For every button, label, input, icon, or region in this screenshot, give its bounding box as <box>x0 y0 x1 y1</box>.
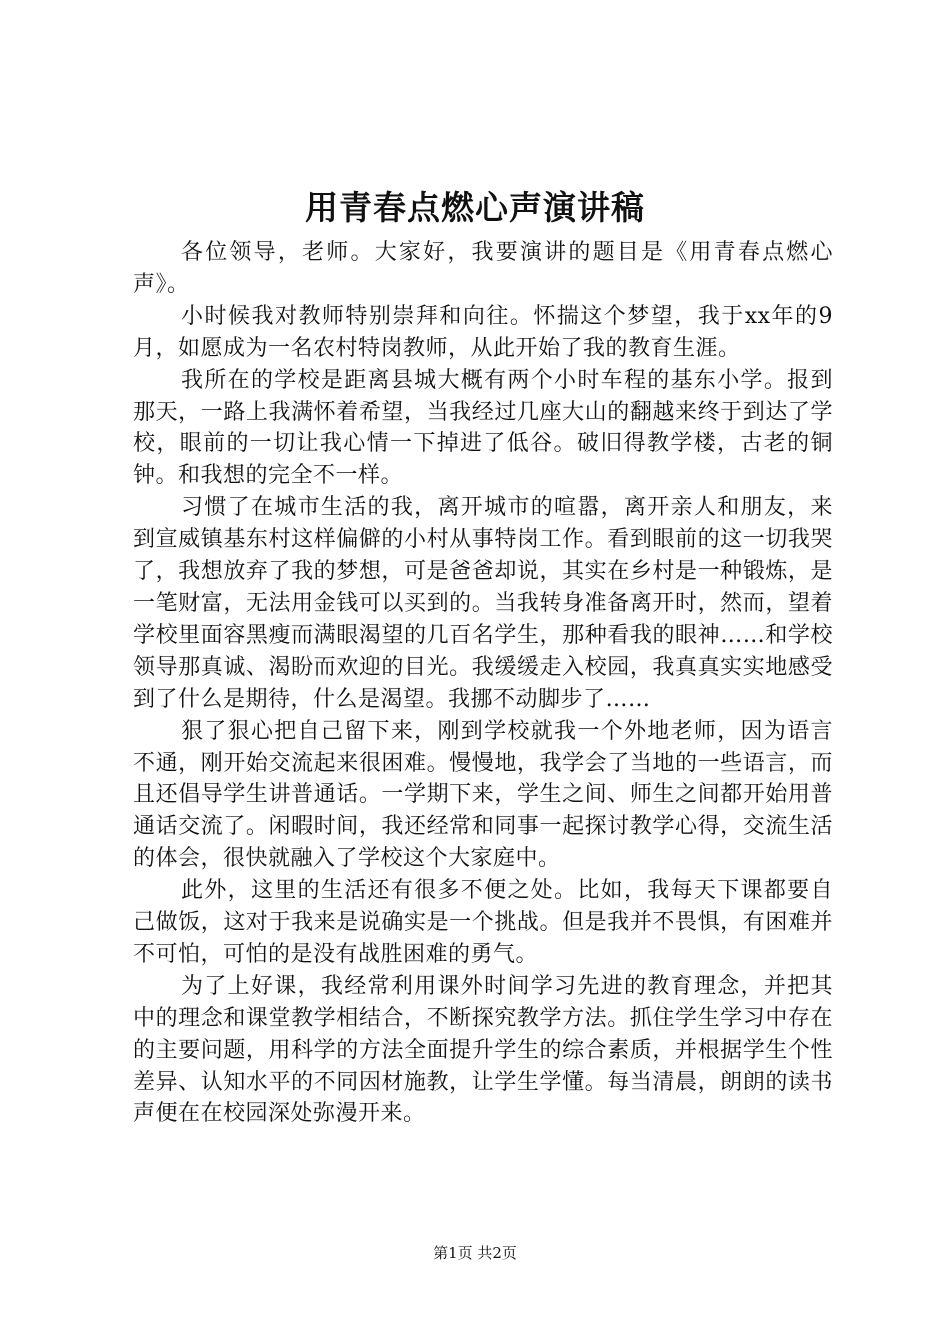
document-body <box>133 237 833 1130</box>
paragraph-teaching-methods: 为了上好课，我经常利用课外时间学习先进的教育理念，并把其中的理念和课堂教学相结合，不断探究教学方法。抓住学生学习中存在的主要问题，用科学的方法全面提升学生的综合素质，并根据学生个性差异、认知水平的不同因材施教，让学生学懂。每当清晨，朗朗的读书声便在在校园深处弥漫开来。 <box>133 973 833 1127</box>
paragraph-decision-to-stay: 习惯了在城市生活的我，离开城市的喧嚣，离开亲人和朋友，来到宣威镇基东村这样偏僻的小村从事特岗工作。看到眼前的这一切我哭了，我想放弃了我的梦想，可是爸爸却说，其实在乡村是一种锻炼，是一笔财富，无法用金钱可以买到的。当我转身准备离开时，然而，望着学校里面容黑瘦而满眼渴望的几百名学生，那种看我的眼神……和学校领导那真诚、渴盼而欢迎的目光。我缓缓走入校园，我真真实实地感受到了什么是期待，什么是渴望。我挪不动脚步了…… <box>133 495 833 712</box>
paragraph-childhood-dream: 小时候我对教师特别崇拜和向往。怀揣这个梦望，我于xx年的9月，如愿成为一名农村特岗教师，从此开始了我的教育生涯。 <box>133 303 833 361</box>
paragraph-greeting: 各位领导，老师。大家好，我要演讲的题目是《用青春点燃心声》。 <box>133 240 833 297</box>
document-title: 用青春点燃心声演讲稿 <box>305 188 645 227</box>
paragraph-school-arrival: 我所在的学校是距离县城大概有两个小时车程的基东小学。报到那天，一路上我满怀着希望，当我经过几座大山的翻越来终于到达了学校，眼前的一切让我心情一下掉进了低谷。破旧得教学楼，古老的铜钟。和我想的完全不一样。 <box>133 367 833 489</box>
paragraph-life-challenges: 此外，这里的生活还有很多不便之处。比如，我每天下课都要自己做饭，这对于我来是说确实是一个挑战。但是我并不畏惧，有困难并不可怕，可怕的是没有战胜困难的勇气。 <box>133 878 833 967</box>
paragraph-language-adaptation: 狠了狠心把自己留下来，刚到学校就我一个外地老师，因为语言不通，刚开始交流起来很困难。慢慢地，我学会了当地的一些语言，而且还倡导学生讲普通话。一学期下来，学生之间、师生之间都开始用普通话交流了。闲暇时间，我还经常和同事一起探讨教学心得，交流生活的体会，很快就融入了学校这个大家庭中。 <box>133 718 833 872</box>
page-footer: 第1页 共2页 <box>433 1244 517 1262</box>
